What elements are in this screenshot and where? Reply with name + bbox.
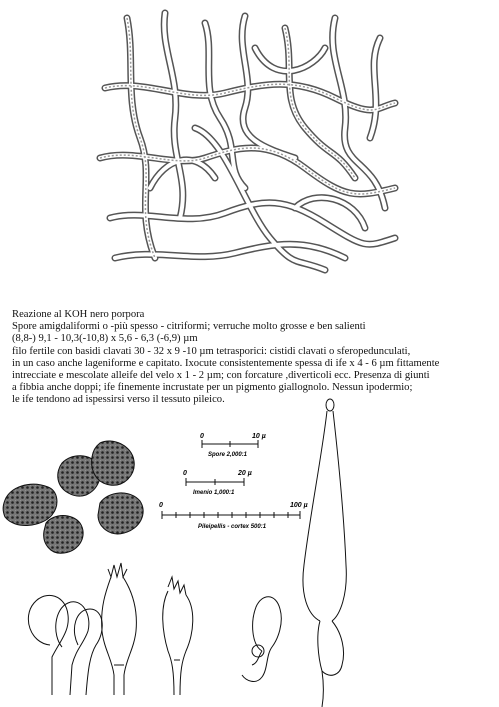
description-line: a fibbia anche doppi; ife finemente incrustate per un pigmento giallognolo. Nessun ipodermio; — [12, 382, 413, 394]
description-line: (8,8-) 9,1 - 10,3(-10,8) x 5,6 - 6,3 (-6,9) µm — [12, 333, 198, 345]
scale-basidi-label: Imenio 1,000:1 — [193, 490, 235, 496]
lageniform-cystidium — [242, 597, 281, 682]
scale-basidi-start: 0 — [183, 470, 187, 477]
scale-basidi-end: 20 µ — [238, 470, 252, 477]
description-line: Reazione al KOH nero porpora — [12, 309, 145, 320]
description-line: filo fertile con basidi clavati 30 - 32 x 9 -10 µm tetrasporici: cistidi clavati o sferopedunculati, — [12, 345, 411, 357]
description-text — [12, 309, 499, 407]
cystidium — [56, 602, 89, 695]
description-line: Spore amigdaliformi o -più spesso - citriformi; verruche molto grosse e ben salienti — [12, 321, 366, 333]
basidium — [102, 563, 137, 695]
description-line: in un caso anche lageniforme e capitato. Ixocute consistentemente spessa di ife x 4 - 6 µm fittamente — [12, 357, 440, 369]
hyphae-illustration — [95, 8, 400, 276]
spore — [44, 516, 83, 554]
scale-pileipellis-end: 100 µ — [290, 502, 308, 509]
cystidium — [28, 595, 68, 695]
microscopy-illustrations — [0, 395, 499, 707]
description-line: le ife tendono ad ispessirsi verso il tessuto pileico. — [12, 394, 225, 406]
scale-spore-start: 0 — [200, 433, 204, 440]
spore — [98, 493, 143, 534]
description-line: intrecciate e mescolate alleife del velo x 1 - 2 µm; con forcature ,diverticoli ecc. Presenza di giunti — [12, 370, 430, 382]
spore — [3, 484, 57, 525]
scale-spore — [202, 440, 258, 448]
scale-spore-label: Spore 2,000:1 — [208, 452, 248, 458]
scale-pileipellis-label: Pileipellis - cortex 500:1 — [198, 524, 267, 530]
spore — [92, 441, 135, 485]
hyphal-end — [303, 399, 346, 707]
basidium — [163, 577, 193, 695]
scale-spore-end: 10 µ — [252, 433, 266, 440]
scale-pileipellis — [162, 511, 300, 519]
cystidia-cluster — [28, 595, 102, 695]
spores — [3, 441, 143, 553]
scale-basidi — [186, 478, 244, 486]
scale-pileipellis-start: 0 — [159, 502, 163, 509]
cystidium — [74, 609, 102, 695]
